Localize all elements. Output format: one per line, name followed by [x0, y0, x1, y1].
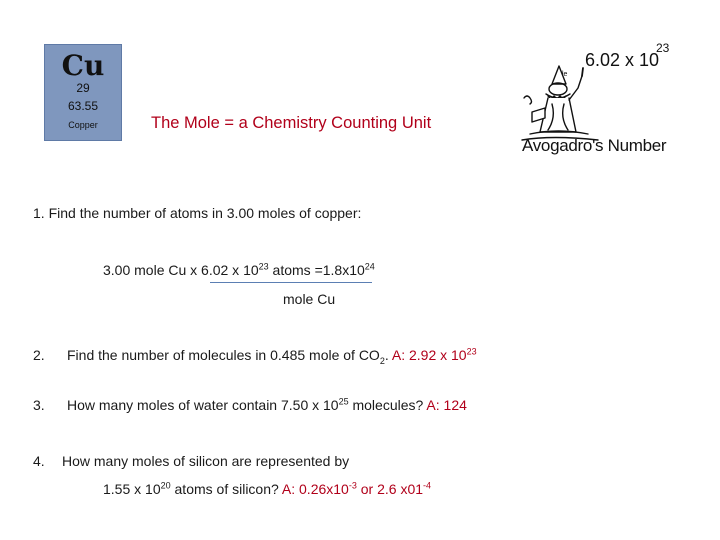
avogadro-exponent: 23 [656, 41, 670, 55]
question-4-line-1: How many moles of silicon are represented by [62, 453, 350, 469]
svg-text:le: le [562, 71, 568, 78]
question-3-exponent: 25 [338, 396, 349, 407]
question-4-text: 1.55 x 10 [103, 481, 161, 497]
work-right: atoms =1.8x10 [268, 262, 365, 278]
question-1-denominator: mole Cu [283, 291, 336, 307]
question-1: 1. Find the number of atoms in 3.00 moles of copper: [33, 205, 362, 221]
question-3-text: How many moles of water contain 7.50 x 10 [67, 397, 339, 413]
fraction-bar [210, 282, 372, 283]
avogadro-number: 6.02 x 10 [585, 50, 660, 70]
question-1-work [103, 262, 375, 278]
atomic-mass: 63.55 [67, 99, 99, 113]
question-4-answer-alt: or 2.6 x01 [356, 481, 424, 497]
question-4-answer-exponent-2: -4 [423, 480, 432, 491]
question-4-line-2 [103, 481, 431, 497]
question-3-number: 3. [33, 397, 45, 413]
element-symbol: Cu [61, 49, 105, 82]
question-2-answer: A: 2.92 x 10 [391, 347, 467, 363]
question-4-text-end: atoms of silicon? [170, 481, 282, 497]
question-2 [67, 346, 477, 366]
question-3 [67, 397, 467, 413]
question-2-answer-exponent: 23 [466, 346, 477, 357]
work-result-exponent: 24 [364, 261, 375, 272]
question-4-number: 4. [33, 453, 45, 469]
copper-element-tile [44, 44, 122, 141]
question-2-text: Find the number of molecules in 0.485 mole of CO [67, 347, 380, 363]
work-exponent: 23 [258, 261, 269, 272]
question-4-answer-exponent-1: -3 [348, 480, 357, 491]
subscript-2: 2 [379, 355, 385, 366]
atomic-number: 29 [76, 81, 90, 95]
slide-title: The Mole = a Chemistry Counting Unit [151, 114, 432, 132]
work-left: 3.00 mole Cu x 6.02 x 10 [103, 262, 259, 278]
question-2-period: . [384, 347, 392, 363]
question-4-answer: A: 0.26x10 [281, 481, 349, 497]
question-4-exponent: 20 [160, 480, 171, 491]
question-3-answer: A: 124 [426, 397, 467, 413]
question-2-number: 2. [33, 347, 45, 363]
question-3-text-end: molecules? [348, 397, 427, 413]
avogadro-label: Avogadro's Number [522, 136, 667, 155]
element-name: Copper [68, 120, 98, 130]
